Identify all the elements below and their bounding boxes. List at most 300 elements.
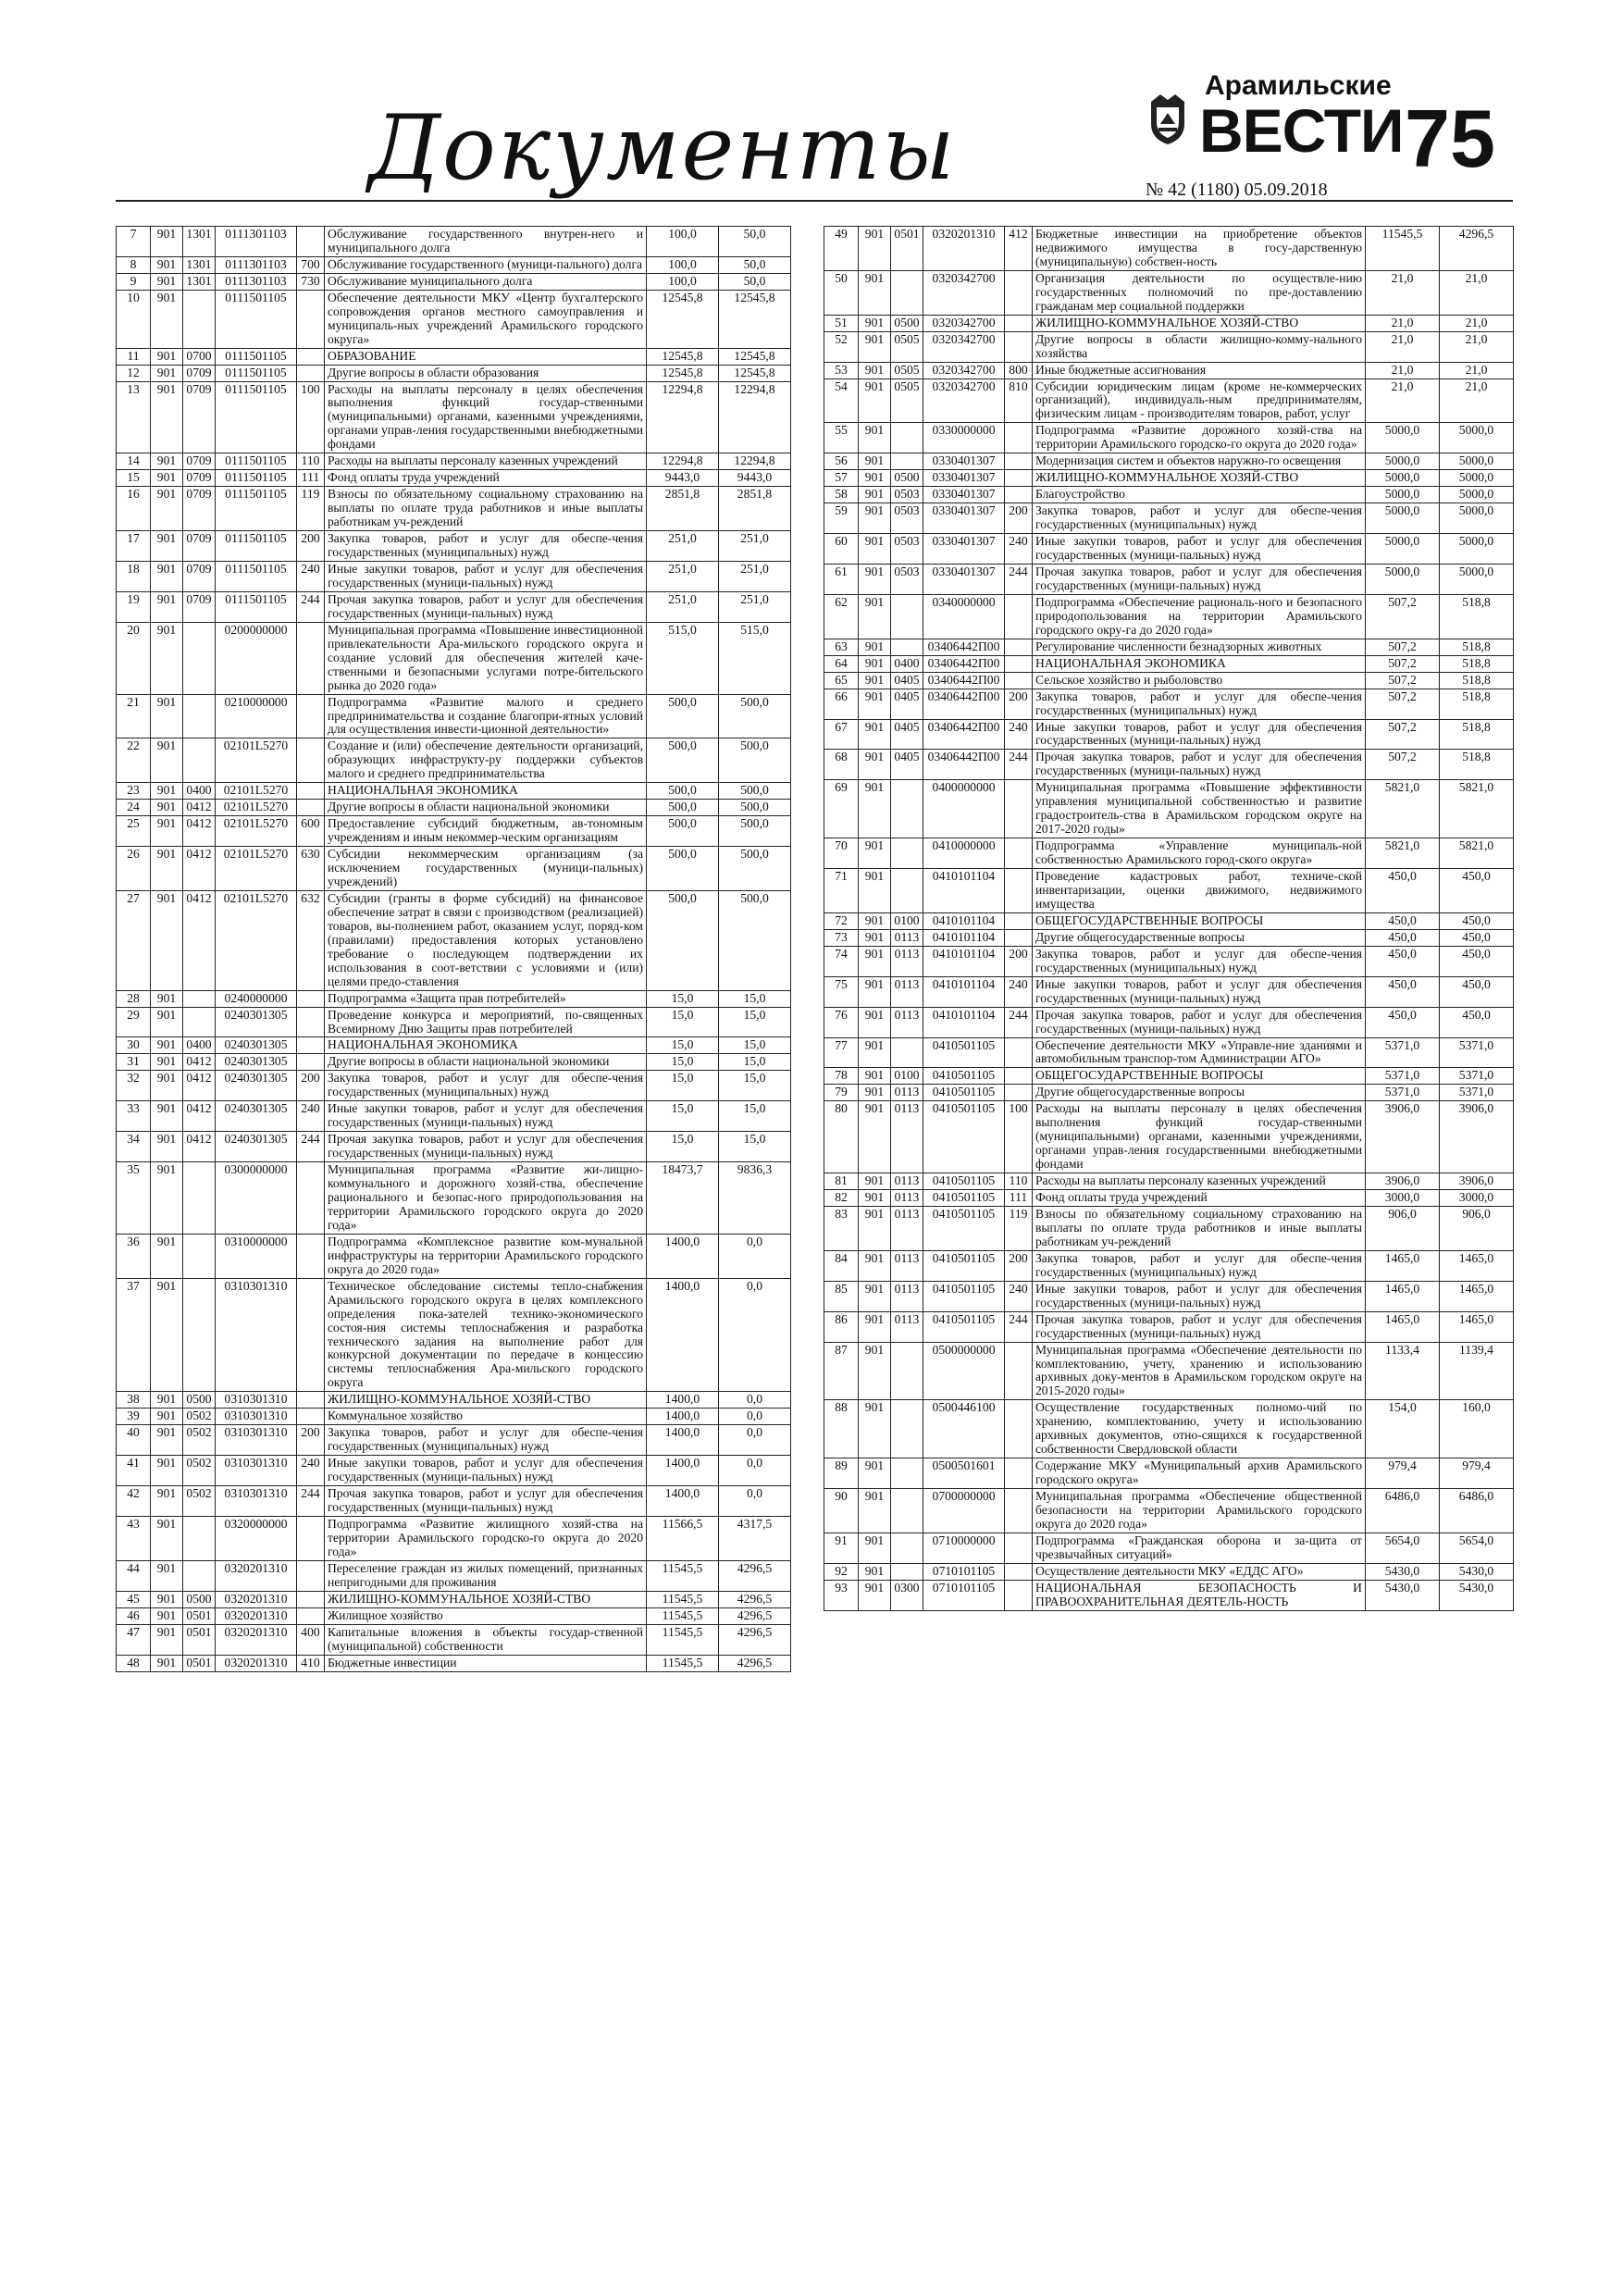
amount-2019-cell: 15,0 [647, 1071, 719, 1101]
target-article-cell: 0500000000 [923, 1342, 1005, 1400]
amount-2020-cell: 500,0 [719, 816, 791, 847]
description-cell: Иные закупки товаров, работ и услуг для обеспечения государственных (муници-пальных) нужд [325, 1101, 647, 1132]
description-cell: Прочая закупка товаров, работ и услуг для обеспечения государственных (муници-пальных) нужд [325, 1486, 647, 1517]
row-number-cell: 67 [824, 719, 859, 750]
target-article-cell: 0320342700 [923, 315, 1005, 331]
amount-2020-cell: 518,8 [1440, 594, 1514, 639]
row-number-cell: 80 [824, 1101, 859, 1173]
section-code-cell: 0502 [183, 1409, 216, 1425]
expense-type-cell [297, 1037, 325, 1054]
department-code-cell: 901 [859, 946, 891, 976]
amount-2019-cell: 5000,0 [1366, 487, 1440, 503]
expense-type-cell [297, 990, 325, 1007]
description-cell: НАЦИОНАЛЬНАЯ БЕЗОПАСНОСТЬ И ПРАВООХРАНИТЕЛЬНАЯ ДЕЯТЕЛЬ-НОСТЬ [1033, 1580, 1366, 1610]
target-article-cell: 0111501105 [216, 348, 297, 365]
amount-2020-cell: 906,0 [1440, 1207, 1514, 1251]
section-code-cell: 0100 [891, 912, 923, 929]
department-code-cell: 901 [151, 1456, 183, 1486]
target-article-cell: 0330401307 [923, 534, 1005, 565]
department-code-cell: 901 [151, 738, 183, 783]
target-article-cell: 0210000000 [216, 694, 297, 738]
row-number-cell: 92 [824, 1563, 859, 1580]
target-article-cell: 0320201310 [923, 227, 1005, 271]
table-row [824, 1037, 1514, 1068]
description-cell: НАЦИОНАЛЬНАЯ ЭКОНОМИКА [1033, 655, 1366, 672]
row-number-cell: 76 [824, 1007, 859, 1037]
description-cell: Подпрограмма «Развитие малого и среднего предпринимательства и создание благопри-ятных условий для осуществления инвести-ционной деятельности» [325, 694, 647, 738]
amount-2019-cell: 11545,5 [1366, 227, 1440, 271]
target-article-cell: 03406442П00 [923, 719, 1005, 750]
target-article-cell: 0340000000 [923, 594, 1005, 639]
table-row [117, 1624, 791, 1655]
section-code-cell: 0412 [183, 1132, 216, 1162]
table-row [117, 227, 791, 257]
department-code-cell: 901 [859, 1533, 891, 1563]
amount-2020-cell: 518,8 [1440, 655, 1514, 672]
description-cell: Содержание МКУ «Муниципальный архив Арамильского городского округа» [1033, 1458, 1366, 1489]
amount-2019-cell: 515,0 [647, 622, 719, 694]
expense-type-cell: 240 [1005, 1281, 1033, 1311]
amount-2020-cell: 15,0 [719, 1037, 791, 1054]
table-row [824, 838, 1514, 869]
department-code-cell: 901 [151, 1409, 183, 1425]
table-row [117, 348, 791, 365]
amount-2019-cell: 450,0 [1366, 976, 1440, 1007]
target-article-cell: 0710101105 [923, 1563, 1005, 1580]
amount-2019-cell: 5371,0 [1366, 1068, 1440, 1085]
row-number-cell: 84 [824, 1250, 859, 1281]
row-number-cell: 82 [824, 1190, 859, 1207]
description-cell: Прочая закупка товаров, работ и услуг для обеспечения государственных (муници-пальных) нужд [325, 1132, 647, 1162]
amount-2020-cell: 3906,0 [1440, 1101, 1514, 1173]
amount-2020-cell: 518,8 [1440, 672, 1514, 689]
target-article-cell: 03406442П00 [923, 655, 1005, 672]
section-code-cell: 0505 [891, 362, 923, 379]
target-article-cell: 0320342700 [923, 270, 1005, 315]
section-code-cell: 0412 [183, 890, 216, 990]
section-code-cell: 0405 [891, 719, 923, 750]
target-article-cell: 0310301310 [216, 1392, 297, 1409]
section-code-cell: 0503 [891, 487, 923, 503]
description-cell: ОБРАЗОВАНИЕ [325, 348, 647, 365]
expense-type-cell: 244 [297, 1486, 325, 1517]
table-row [117, 1071, 791, 1101]
table-row [117, 1560, 791, 1591]
table-row [824, 564, 1514, 594]
amount-2019-cell: 12294,8 [647, 453, 719, 470]
target-article-cell: 03406442П00 [923, 639, 1005, 655]
amount-2019-cell: 251,0 [647, 561, 719, 591]
amount-2020-cell: 518,8 [1440, 750, 1514, 780]
section-code-cell [891, 270, 923, 315]
section-code-cell: 0113 [891, 1207, 923, 1251]
expense-type-cell: 632 [297, 890, 325, 990]
amount-2019-cell: 5430,0 [1366, 1563, 1440, 1580]
amount-2020-cell: 1465,0 [1440, 1311, 1514, 1342]
description-cell: Расходы на выплаты персоналу в целях обеспечения выполнения функций государ-ственными (муниципальными) органами, казенными учреждениями, органами управ-ления государственными внебюджетными фондами [325, 381, 647, 453]
section-code-cell: 0100 [891, 1068, 923, 1085]
department-code-cell: 901 [859, 315, 891, 331]
amount-2019-cell: 100,0 [647, 273, 719, 290]
department-code-cell: 901 [151, 365, 183, 381]
table-row [824, 1207, 1514, 1251]
section-code-cell: 0412 [183, 800, 216, 816]
table-row [117, 816, 791, 847]
row-number-cell: 65 [824, 672, 859, 689]
department-code-cell: 901 [151, 1054, 183, 1071]
amount-2020-cell: 15,0 [719, 1071, 791, 1101]
amount-2019-cell: 1400,0 [647, 1234, 719, 1278]
section-code-cell: 0500 [183, 1591, 216, 1607]
description-cell: Бюджетные инвестиции [325, 1655, 647, 1671]
target-article-cell: 0410101104 [923, 869, 1005, 913]
table-row [117, 1234, 791, 1278]
expense-type-cell: 244 [297, 1132, 325, 1162]
expense-type-cell [297, 738, 325, 783]
section-code-cell: 0113 [891, 946, 923, 976]
description-cell: Прочая закупка товаров, работ и услуг для обеспечения государственных (муници-пальных) нужд [1033, 750, 1366, 780]
table-row [824, 1068, 1514, 1085]
amount-2019-cell: 979,4 [1366, 1458, 1440, 1489]
target-article-cell: 0111501105 [216, 487, 297, 531]
department-code-cell: 901 [151, 1516, 183, 1560]
amount-2019-cell: 5821,0 [1366, 838, 1440, 869]
section-code-cell: 0400 [891, 655, 923, 672]
amount-2019-cell: 15,0 [647, 1054, 719, 1071]
section-code-cell [891, 1458, 923, 1489]
section-code-cell: 0405 [891, 750, 923, 780]
expense-type-cell [297, 1007, 325, 1037]
description-cell: Взносы по обязательному социальному страхованию на выплаты по оплате труда работников и иные выплаты работникам уч-реждений [1033, 1207, 1366, 1251]
department-code-cell: 901 [859, 1580, 891, 1610]
amount-2020-cell: 500,0 [719, 890, 791, 990]
expense-type-cell: 100 [297, 381, 325, 453]
row-number-cell: 7 [117, 227, 151, 257]
department-code-cell: 901 [151, 1607, 183, 1624]
amount-2019-cell: 5371,0 [1366, 1085, 1440, 1101]
row-number-cell: 27 [117, 890, 151, 990]
row-number-cell: 13 [117, 381, 151, 453]
row-number-cell: 50 [824, 270, 859, 315]
table-row [117, 470, 791, 487]
target-article-cell: 0111301103 [216, 256, 297, 273]
table-row [824, 1400, 1514, 1458]
amount-2019-cell: 507,2 [1366, 689, 1440, 719]
description-cell: Бюджетные инвестиции на приобретение объектов недвижимого имущества в госу-дарственную (муниципальную) собствен-ность [1033, 227, 1366, 271]
section-code-cell [891, 780, 923, 838]
amount-2020-cell: 450,0 [1440, 869, 1514, 913]
amount-2019-cell: 1465,0 [1366, 1281, 1440, 1311]
expense-type-cell [1005, 672, 1033, 689]
table-row [117, 1007, 791, 1037]
issue-info: № 42 (1180) 05.09.2018 [1146, 180, 1328, 200]
amount-2019-cell: 906,0 [1366, 1207, 1440, 1251]
description-cell: Создание и (или) обеспечение деятельности организаций, образующих инфраструкту-ру поддержки субъектов малого и среднего предпринимательства [325, 738, 647, 783]
amount-2019-cell: 5000,0 [1366, 534, 1440, 565]
description-cell: Обеспечение деятельности МКУ «Управле-ние зданиями и автомобильным транспор-том Администрации АГО» [1033, 1037, 1366, 1068]
target-article-cell: 0310301310 [216, 1425, 297, 1456]
amount-2019-cell: 3906,0 [1366, 1101, 1440, 1173]
row-number-cell: 49 [824, 227, 859, 271]
section-code-cell: 0113 [891, 1173, 923, 1190]
department-code-cell: 901 [859, 1190, 891, 1207]
table-row [824, 1342, 1514, 1400]
section-code-cell: 0501 [183, 1607, 216, 1624]
description-cell: Подпрограмма «Развитие дорожного хозяй-ства на территории Арамильского городско-го округа до 2020 года» [1033, 423, 1366, 453]
amount-2019-cell: 12545,8 [647, 348, 719, 365]
section-code-cell [183, 694, 216, 738]
description-cell: Обеспечение деятельности МКУ «Центр бухгалтерского сопровождения органов местного самоуправления и муниципаль-ных учреждений Арамильского городского округа» [325, 290, 647, 348]
expense-type-cell: 200 [1005, 1250, 1033, 1281]
section-code-cell [891, 869, 923, 913]
department-code-cell: 901 [151, 591, 183, 622]
section-code-cell: 1301 [183, 227, 216, 257]
section-code-cell: 0405 [891, 672, 923, 689]
amount-2019-cell: 18473,7 [647, 1162, 719, 1235]
amount-2019-cell: 21,0 [1366, 379, 1440, 423]
table-row [824, 270, 1514, 315]
description-cell: Капитальные вложения в объекты государ-ственной (муниципальной) собственности [325, 1624, 647, 1655]
amount-2020-cell: 0,0 [719, 1409, 791, 1425]
target-article-cell: 0240301305 [216, 1071, 297, 1101]
target-article-cell: 0240000000 [216, 990, 297, 1007]
amount-2020-cell: 0,0 [719, 1278, 791, 1392]
expense-type-cell [1005, 453, 1033, 470]
expense-type-cell: 412 [1005, 227, 1033, 271]
amount-2020-cell: 1465,0 [1440, 1250, 1514, 1281]
row-number-cell: 75 [824, 976, 859, 1007]
description-cell: Закупка товаров, работ и услуг для обеспе-чения государственных (муниципальных) нужд [1033, 1250, 1366, 1281]
table-row [117, 1037, 791, 1054]
department-code-cell: 901 [151, 227, 183, 257]
expense-type-cell: 244 [1005, 1311, 1033, 1342]
expense-type-cell: 244 [1005, 1007, 1033, 1037]
description-cell: Организация деятельности по осуществле-нию государственных полномочий по пре-доставлению гражданам мер социальной поддержки [1033, 270, 1366, 315]
description-cell: Другие вопросы в области жилищно-комму-нального хозяйства [1033, 331, 1366, 362]
table-row [824, 470, 1514, 487]
target-article-cell: 0310301310 [216, 1456, 297, 1486]
row-number-cell: 57 [824, 470, 859, 487]
row-number-cell: 43 [117, 1516, 151, 1560]
section-code-cell [891, 453, 923, 470]
section-code-cell: 0412 [183, 1054, 216, 1071]
expense-type-cell [297, 1591, 325, 1607]
target-article-cell: 0410501105 [923, 1250, 1005, 1281]
amount-2020-cell: 0,0 [719, 1425, 791, 1456]
description-cell: Муниципальная программа «Обеспечение общественной безопасности на территории Арамильского городского округа до 2020 года» [1033, 1489, 1366, 1533]
target-article-cell: 0240301305 [216, 1054, 297, 1071]
row-number-cell: 91 [824, 1533, 859, 1563]
expense-type-cell [1005, 1458, 1033, 1489]
expense-type-cell [1005, 1489, 1033, 1533]
amount-2019-cell: 21,0 [1366, 362, 1440, 379]
department-code-cell: 901 [859, 1007, 891, 1037]
table-row [117, 890, 791, 990]
table-row [824, 689, 1514, 719]
department-code-cell: 901 [859, 470, 891, 487]
expense-type-cell [297, 1054, 325, 1071]
description-cell: НАЦИОНАЛЬНАЯ ЭКОНОМИКА [325, 783, 647, 800]
section-code-cell: 0502 [183, 1425, 216, 1456]
expense-type-cell [297, 622, 325, 694]
amount-2020-cell: 450,0 [1440, 976, 1514, 1007]
department-code-cell: 901 [151, 1037, 183, 1054]
expense-type-cell [1005, 869, 1033, 913]
table-row [824, 487, 1514, 503]
target-article-cell: 0111501105 [216, 453, 297, 470]
table-row [824, 1250, 1514, 1281]
row-number-cell: 51 [824, 315, 859, 331]
amount-2019-cell: 251,0 [647, 531, 719, 562]
expense-type-cell: 200 [297, 1425, 325, 1456]
description-cell: Закупка товаров, работ и услуг для обеспе-чения государственных (муниципальных) нужд [1033, 946, 1366, 976]
description-cell: Подпрограмма «Управление муниципаль-ной собственностью Арамильского город-ского округа» [1033, 838, 1366, 869]
row-number-cell: 93 [824, 1580, 859, 1610]
target-article-cell: 02101L5270 [216, 847, 297, 891]
target-article-cell: 0200000000 [216, 622, 297, 694]
department-code-cell: 901 [859, 672, 891, 689]
amount-2019-cell: 507,2 [1366, 719, 1440, 750]
amount-2019-cell: 1400,0 [647, 1409, 719, 1425]
section-code-cell: 0709 [183, 487, 216, 531]
description-cell: Прочая закупка товаров, работ и услуг для обеспечения государственных (муници-пальных) нужд [1033, 1007, 1366, 1037]
row-number-cell: 61 [824, 564, 859, 594]
table-row [824, 639, 1514, 655]
target-article-cell: 0710000000 [923, 1533, 1005, 1563]
description-cell: Закупка товаров, работ и услуг для обеспе-чения государственных (муниципальных) нужд [325, 1071, 647, 1101]
description-cell: Иные закупки товаров, работ и услуг для обеспечения государственных (муници-пальных) нужд [1033, 1281, 1366, 1311]
section-code-cell: 0400 [183, 783, 216, 800]
target-article-cell: 0111501105 [216, 470, 297, 487]
description-cell: Субсидии некоммерческим организациям (за исключением государственных (муници-пальных) учреждений) [325, 847, 647, 891]
expense-type-cell: 730 [297, 273, 325, 290]
section-code-cell [891, 1037, 923, 1068]
description-cell: Подпрограмма «Обеспечение рациональ-ного и безопасного природопользования на территории Арамильского городского окру-га до 2020 года» [1033, 594, 1366, 639]
table-row [117, 1425, 791, 1456]
table-row [824, 946, 1514, 976]
expense-type-cell: 244 [1005, 750, 1033, 780]
amount-2019-cell: 1400,0 [647, 1425, 719, 1456]
target-article-cell: 0330401307 [923, 470, 1005, 487]
row-number-cell: 23 [117, 783, 151, 800]
description-cell: Обслуживание муниципального долга [325, 273, 647, 290]
amount-2019-cell: 11545,5 [647, 1591, 719, 1607]
amount-2020-cell: 518,8 [1440, 689, 1514, 719]
description-cell: Осуществление деятельности МКУ «ЕДДС АГО» [1033, 1563, 1366, 1580]
amount-2019-cell: 5000,0 [1366, 470, 1440, 487]
description-cell: Субсидии юридическим лицам (кроме не-коммерческих организаций), индивидуаль-ным предпринимателям, физическим лицам - производителям товаров, работ, услуг [1033, 379, 1366, 423]
row-number-cell: 11 [117, 348, 151, 365]
section-code-cell: 0405 [891, 689, 923, 719]
amount-2019-cell: 1400,0 [647, 1486, 719, 1517]
department-code-cell: 901 [151, 1392, 183, 1409]
amount-2019-cell: 11545,5 [647, 1624, 719, 1655]
row-number-cell: 41 [117, 1456, 151, 1486]
description-cell: Иные закупки товаров, работ и услуг для обеспечения государственных (муници-пальных) нужд [1033, 976, 1366, 1007]
amount-2019-cell: 3906,0 [1366, 1173, 1440, 1190]
expense-type-cell: 240 [297, 1456, 325, 1486]
table-row [824, 331, 1514, 362]
row-number-cell: 37 [117, 1278, 151, 1392]
target-article-cell: 0410501105 [923, 1085, 1005, 1101]
department-code-cell: 901 [859, 1458, 891, 1489]
expense-type-cell [1005, 780, 1033, 838]
amount-2020-cell: 251,0 [719, 561, 791, 591]
department-code-cell: 901 [859, 1068, 891, 1085]
department-code-cell: 901 [859, 227, 891, 271]
description-cell: Обслуживание государственного (муници-пального) долга [325, 256, 647, 273]
expense-type-cell [1005, 655, 1033, 672]
section-code-cell: 0709 [183, 381, 216, 453]
department-code-cell: 901 [859, 564, 891, 594]
amount-2020-cell: 5430,0 [1440, 1580, 1514, 1610]
target-article-cell: 0111501105 [216, 531, 297, 562]
table-row [117, 800, 791, 816]
amount-2020-cell: 15,0 [719, 1132, 791, 1162]
amount-2020-cell: 5654,0 [1440, 1533, 1514, 1563]
amount-2020-cell: 518,8 [1440, 639, 1514, 655]
expense-type-cell: 240 [1005, 976, 1033, 1007]
amount-2020-cell: 4296,5 [719, 1655, 791, 1671]
target-article-cell: 0320201310 [216, 1560, 297, 1591]
amount-2019-cell: 500,0 [647, 800, 719, 816]
expense-type-cell: 240 [297, 561, 325, 591]
amount-2019-cell: 1465,0 [1366, 1311, 1440, 1342]
table-row [824, 1533, 1514, 1563]
department-code-cell: 901 [151, 1425, 183, 1456]
target-article-cell: 0410501105 [923, 1207, 1005, 1251]
description-cell: Подпрограмма «Защита прав потребителей» [325, 990, 647, 1007]
amount-2020-cell: 1139,4 [1440, 1342, 1514, 1400]
section-code-cell [183, 1516, 216, 1560]
expense-type-cell: 200 [297, 1071, 325, 1101]
department-code-cell: 901 [151, 1132, 183, 1162]
target-article-cell: 0320201310 [216, 1624, 297, 1655]
section-code-cell [891, 1489, 923, 1533]
department-code-cell: 901 [151, 348, 183, 365]
department-code-cell: 901 [151, 816, 183, 847]
table-row [117, 561, 791, 591]
section-code-cell: 0500 [183, 1392, 216, 1409]
amount-2019-cell: 5000,0 [1366, 453, 1440, 470]
section-code-cell [891, 1400, 923, 1458]
department-code-cell: 901 [859, 1563, 891, 1580]
expense-type-cell [297, 1409, 325, 1425]
amount-2019-cell: 21,0 [1366, 270, 1440, 315]
row-number-cell: 30 [117, 1037, 151, 1054]
row-number-cell: 21 [117, 694, 151, 738]
row-number-cell: 15 [117, 470, 151, 487]
table-row [117, 622, 791, 694]
expense-type-cell [297, 1278, 325, 1392]
department-code-cell: 901 [151, 1560, 183, 1591]
table-row [824, 1563, 1514, 1580]
table-row [824, 1580, 1514, 1610]
target-article-cell: 0710101105 [923, 1580, 1005, 1610]
row-number-cell: 72 [824, 912, 859, 929]
row-number-cell: 39 [117, 1409, 151, 1425]
amount-2019-cell: 11545,5 [647, 1560, 719, 1591]
row-number-cell: 28 [117, 990, 151, 1007]
department-code-cell: 901 [151, 694, 183, 738]
description-cell: Переселение граждан из жилых помещений, признанных непригодными для проживания [325, 1560, 647, 1591]
department-code-cell: 901 [151, 1007, 183, 1037]
row-number-cell: 40 [117, 1425, 151, 1456]
amount-2019-cell: 3000,0 [1366, 1190, 1440, 1207]
row-number-cell: 54 [824, 379, 859, 423]
row-number-cell: 68 [824, 750, 859, 780]
amount-2019-cell: 507,2 [1366, 750, 1440, 780]
